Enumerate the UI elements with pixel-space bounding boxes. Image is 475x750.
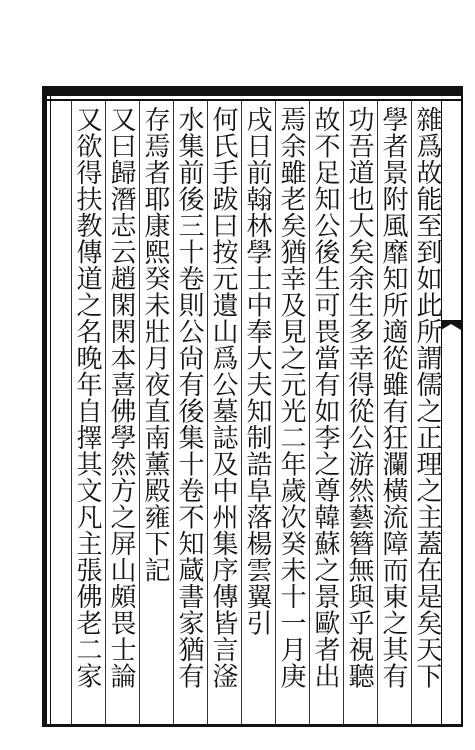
frame-left-border — [42, 86, 47, 726]
text-column-2: 學者景附風靡知所適從雖有狂瀾橫流障而東之其有 — [378, 106, 408, 689]
frame-left-inner-border — [50, 96, 51, 726]
text-column-10: 又曰歸潛志云趙閑閑本喜佛學然方之屏山頗畏士論 — [106, 106, 136, 689]
text-column-8: 水集前後三十卷則公尙有後集十卷不知蔵書家猶有 — [174, 106, 204, 689]
text-column-3: 功吾道也大矣余生多幸得從公游然藝簪無與乎視聽 — [344, 106, 374, 689]
text-column-11: 又欲得扶教傳道之名晚年自擇其文凡主張佛老二家 — [72, 106, 102, 689]
text-column-7: 何氏手跋曰按元遺山爲公墓誌及中州集序傳皆言滏 — [208, 106, 238, 689]
text-column-9: 存焉者耶康熙癸未壯月夜直南薰殿雍下記 — [140, 106, 170, 583]
text-column-6: 戌日前翰林學士中奉大夫知制誥阜落楊雲翼引 — [242, 106, 272, 636]
fishtail-mark — [441, 320, 461, 330]
frame-top-border — [42, 86, 463, 96]
text-column-1: 雜爲故能至到如此所謂儒之正理之主蓋在是矣天下 — [412, 106, 442, 689]
text-column-5: 焉余雖老矣猶幸及見之元光二年歲次癸未十一月庚 — [276, 106, 306, 689]
center-fold-column — [441, 101, 462, 724]
frame-bottom-border — [42, 724, 463, 727]
text-column-4: 故不足知公後生可畏當有如李之尊韓蘇之景歐者出 — [310, 106, 340, 689]
